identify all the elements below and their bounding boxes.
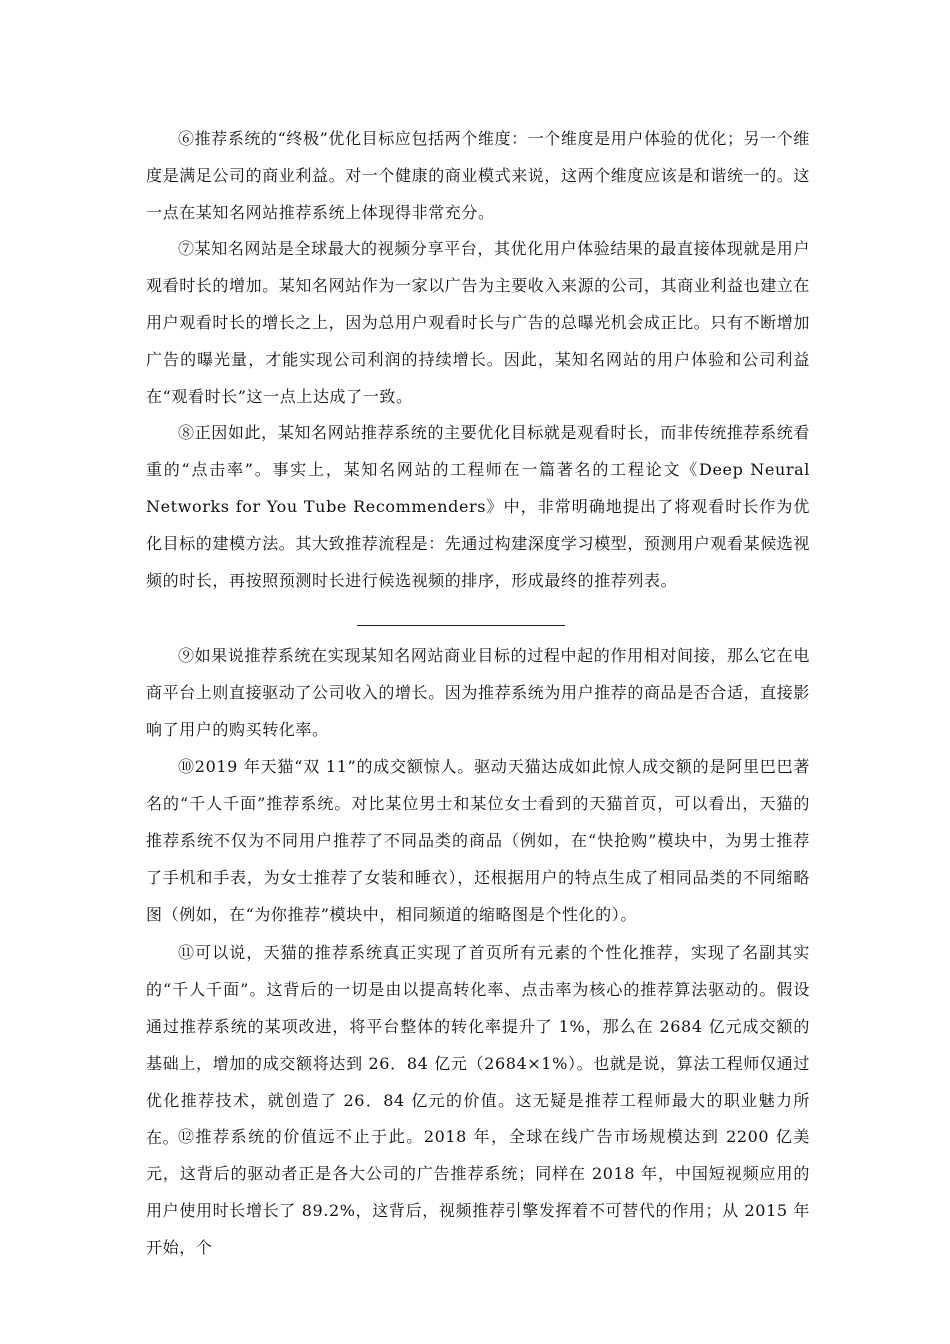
paragraph-7: ⑦某知名网站是全球最大的视频分享平台，其优化用户体验结果的最直接体现就是用户观看时长的增加。某知名网站作为一家以广告为主要收入来源的公司，其商业利益也建立在用户观看时长的增长之上，因为总用户观看时长与广告的总曝光机会成正比。只有不断增加广告的曝光量，才能实现公司利润的持续增长。因此，某知名网站的用户体验和公司利益在“观看时长”这一点上达成了一致。 — [146, 239, 811, 406]
paragraph-10: ⑩2019 年天猫“双 11”的成交额惊人。驱动天猫达成如此惊人成交额的是阿里巴巴著名的“千人千面”推荐系统。对比某位男士和某位女士看到的天猫首页，可以看出，天猫的推荐系统不仅为不同用户推荐了不同品类的商品（例如，在“快抢购”模块中，为男士推荐了手机和手表，为女士推荐了女装和睡衣），还根据用户的特点生成了相同品类的不同缩略图（例如，在“为你推荐”模块中，相同频道的缩略图是个性化的）。 — [146, 757, 810, 924]
paragraph-9: ⑨如果说推荐系统在实现某知名网站商业目标的过程中起的作用相对间接，那么它在电商平台上则直接驱动了公司收入的增长。因为推荐系统为用户推荐的商品是否合适，直接影响了用户的购买转化率。 — [146, 646, 811, 739]
paragraph-11: ⑪可以说，天猫的推荐系统真正实现了首页所有元素的个性化推荐，实现了名副其实的“千人千面”。这背后的一切是由以提高转化率、点击率为核心的推荐算法驱动的。假设通过推荐系统的某项改进，将平台整体的转化率提升了 1%，那么在 2684 亿元成交额的基础上，增加的成交额将达到 26．84 亿元（2684×1%）。也就是说，算法工程师仅通过优化推荐技术，就创造了 26．84 亿元的价值。这无疑是推荐工程师最大的职业魅力所在。 — [146, 943, 810, 1147]
fill-in-blank-line — [357, 625, 565, 626]
paragraph-8: ⑧正因如此，某知名网站推荐系统的主要优化目标就是观看时长，而非传统推荐系统看重的“点击率”。事实上，某知名网站的工程师在一篇著名的工程论文《Deep Neural Networks for You Tube Recommenders》中，非常明确地提出了将观看时长作为优化目标的建模方法。其大致推荐流程是：先通过构建深度学习模型，预测用户观看某候选视频的时长，再按照预测时长进行候选视频的排序，形成最终的推荐列表。 — [146, 423, 811, 590]
paragraph-6: ⑥推荐系统的“终极”优化目标应包括两个维度：一个维度是用户体验的优化；另一个维度是满足公司的商业利益。对一个健康的商业模式来说，这两个维度应该是和谐统一的。这一点在某知名网站推荐系统上体现得非常充分。 — [146, 129, 811, 222]
paragraph-12: ⑫推荐系统的价值远不止于此。2018 年，全球在线广告市场规模达到 2200 亿美元，这背后的驱动者正是各大公司的广告推荐系统；同样在 2018 年，中国短视频应用的用户使用时长增长了 89.2%，这背后，视频推荐引擎发挥着不可替代的作用；从 2015 年开始，个 — [146, 1127, 810, 1257]
